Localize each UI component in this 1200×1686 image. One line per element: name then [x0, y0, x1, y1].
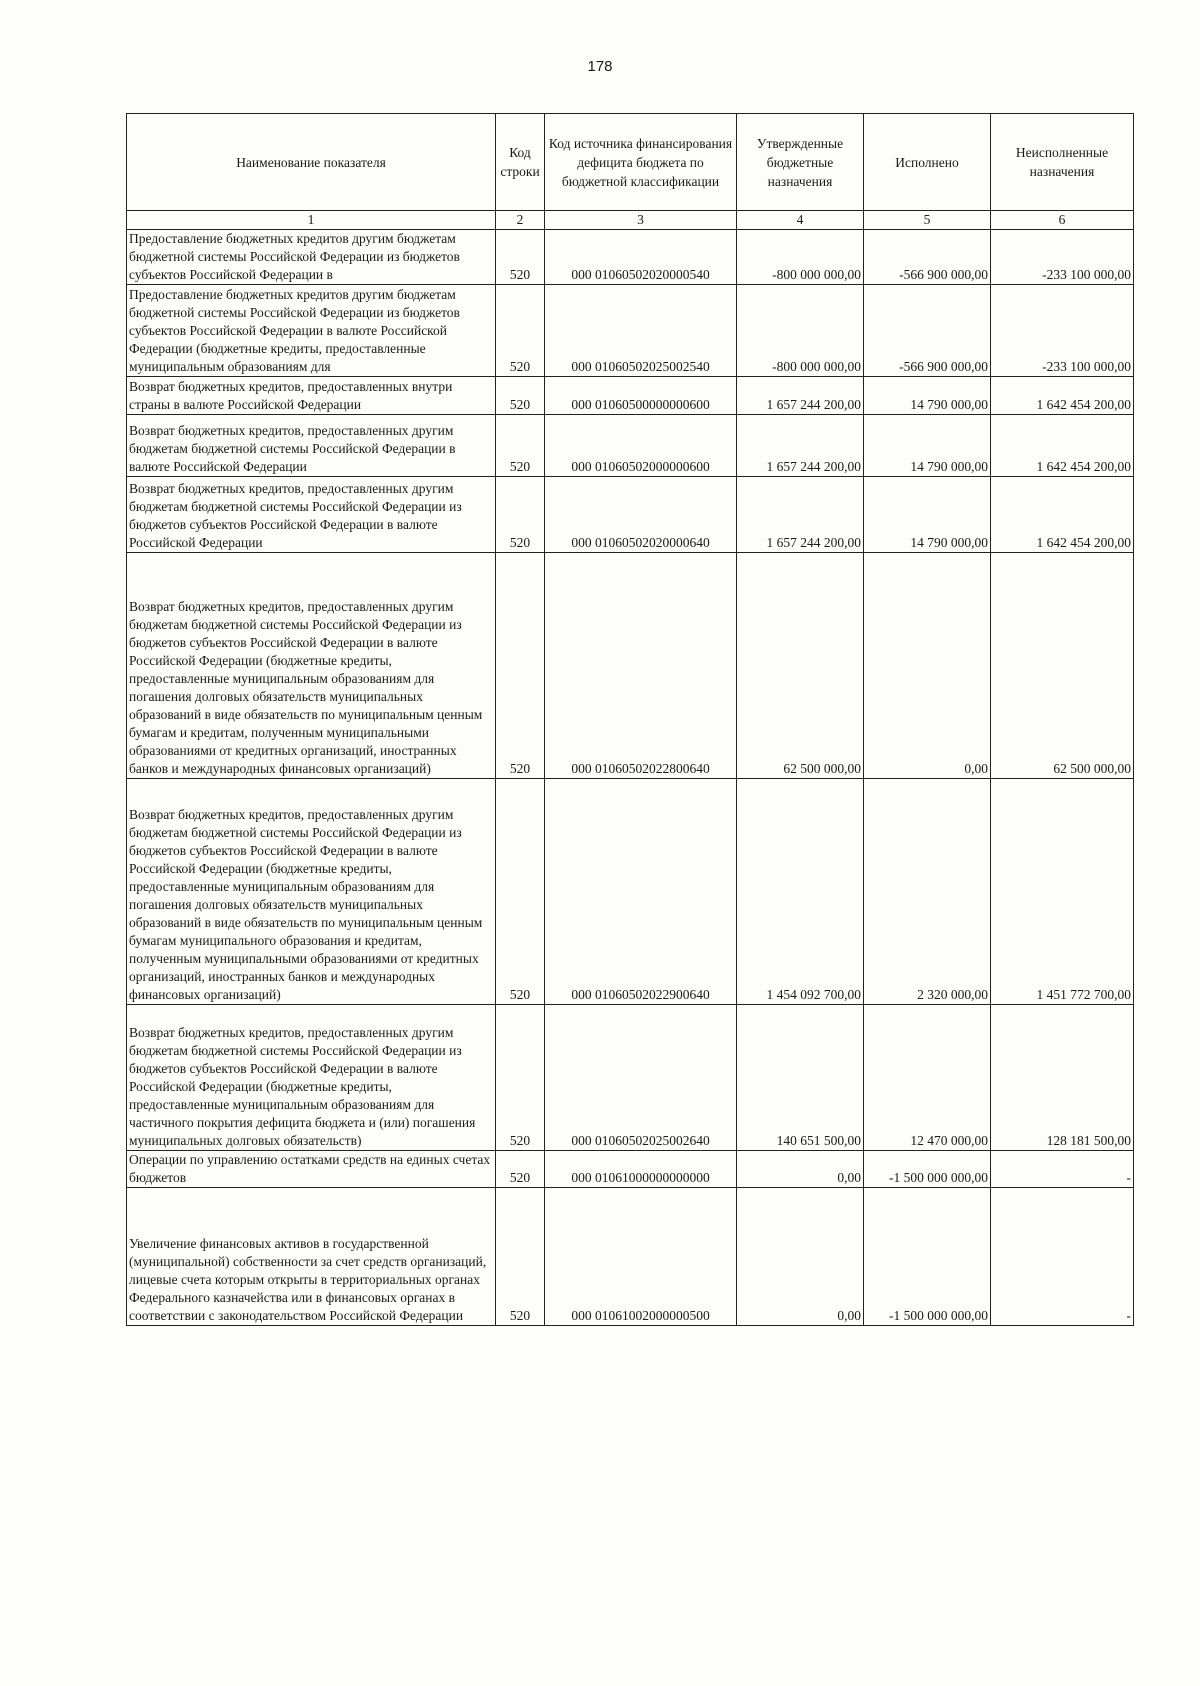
executed-amount: 2 320 000,00 [864, 779, 991, 1005]
indicator-name: Возврат бюджетных кредитов, предоставленных другим бюджетам бюджетной системы Российской Федерации из бюджетов субъектов Российской Федерации в валюте Российской Федерации (бюджетные кредиты, предоставленные муниципальным образованиям для погашения долговых обязательств муниципальных образований в виде обязательств по муниципальным ценным бумагам и кредитам, полученным муниципальными образованиями от кредитных организаций, иностранных банков и международных финансовых организаций) [127, 553, 496, 779]
line-code: 520 [496, 1005, 545, 1151]
table-row [127, 230, 1134, 285]
table-row [127, 1151, 1134, 1188]
column-number: 3 [545, 211, 737, 230]
executed-amount: 0,00 [864, 553, 991, 779]
approved-amount: 140 651 500,00 [737, 1005, 864, 1151]
indicator-name: Возврат бюджетных кредитов, предоставленных другим бюджетам бюджетной системы Российской Федерации из бюджетов субъектов Российской Федерации в валюте Российской Федерации (бюджетные кредиты, предоставленные муниципальным образованиям для частичного покрытия дефицита бюджета и (или) погашения муниципальных долговых обязательств) [127, 1005, 496, 1151]
executed-amount: 14 790 000,00 [864, 415, 991, 477]
table-row [127, 377, 1134, 415]
approved-amount: 1 657 244 200,00 [737, 477, 864, 553]
header-indicator-name: Наименование показателя [127, 114, 496, 211]
unexecuted-amount: 1 642 454 200,00 [991, 415, 1134, 477]
approved-amount: 1 454 092 700,00 [737, 779, 864, 1005]
source-code: 000 01060502022900640 [545, 779, 737, 1005]
table-row [127, 1188, 1134, 1326]
unexecuted-amount: 1 642 454 200,00 [991, 377, 1134, 415]
approved-amount: -800 000 000,00 [737, 230, 864, 285]
unexecuted-amount: -233 100 000,00 [991, 285, 1134, 377]
line-code: 520 [496, 377, 545, 415]
header-line-code: Код строки [496, 114, 545, 211]
executed-amount: -1 500 000 000,00 [864, 1188, 991, 1326]
header-unexecuted: Неисполненные назначения [991, 114, 1134, 211]
indicator-name: Предоставление бюджетных кредитов другим бюджетам бюджетной системы Российской Федерации из бюджетов субъектов Российской Федерации в [127, 230, 496, 285]
executed-amount: -566 900 000,00 [864, 285, 991, 377]
unexecuted-amount: 128 181 500,00 [991, 1005, 1134, 1151]
header-source-code: Код источника финансирования дефицита бюджета по бюджетной классификации [545, 114, 737, 211]
executed-amount: 12 470 000,00 [864, 1005, 991, 1151]
approved-amount: 1 657 244 200,00 [737, 377, 864, 415]
column-number: 4 [737, 211, 864, 230]
line-code: 520 [496, 415, 545, 477]
executed-amount: 14 790 000,00 [864, 477, 991, 553]
column-number: 6 [991, 211, 1134, 230]
approved-amount: 1 657 244 200,00 [737, 415, 864, 477]
header-row [127, 114, 1134, 211]
table-row [127, 477, 1134, 553]
approved-amount: 62 500 000,00 [737, 553, 864, 779]
line-code: 520 [496, 230, 545, 285]
unexecuted-amount: 1 451 772 700,00 [991, 779, 1134, 1005]
table-row [127, 285, 1134, 377]
budget-report-table [126, 113, 1134, 1326]
header-approved: Утвержденные бюджетные назначения [737, 114, 864, 211]
line-code: 520 [496, 477, 545, 553]
indicator-name: Возврат бюджетных кредитов, предоставленных другим бюджетам бюджетной системы Российской Федерации из бюджетов субъектов Российской Федерации в валюте Российской Федерации (бюджетные кредиты, предоставленные муниципальным образованиям для погашения долговых обязательств муниципальных образований в виде обязательств по муниципальным ценным бумагам муниципального образования и кредитам, полученным муниципальными образованиями от кредитных организаций, иностранных банков и международных финансовых организаций) [127, 779, 496, 1005]
source-code: 000 01060502022800640 [545, 553, 737, 779]
unexecuted-amount: -233 100 000,00 [991, 230, 1134, 285]
column-number: 5 [864, 211, 991, 230]
executed-amount: 14 790 000,00 [864, 377, 991, 415]
line-code: 520 [496, 285, 545, 377]
table-row [127, 779, 1134, 1005]
indicator-name: Возврат бюджетных кредитов, предоставленных внутри страны в валюте Российской Федерации [127, 377, 496, 415]
approved-amount: 0,00 [737, 1151, 864, 1188]
unexecuted-amount: 62 500 000,00 [991, 553, 1134, 779]
source-code: 000 01061002000000500 [545, 1188, 737, 1326]
source-code: 000 01061000000000000 [545, 1151, 737, 1188]
column-number: 2 [496, 211, 545, 230]
indicator-name: Увеличение финансовых активов в государственной (муниципальной) собственности за счет средств организаций, лицевые счета которым открыты в территориальных органах Федерального казначейства или в финансовых органах в соответствии с законодательством Российской Федерации [127, 1188, 496, 1326]
unexecuted-amount: - [991, 1188, 1134, 1326]
source-code: 000 01060502000000600 [545, 415, 737, 477]
column-number: 1 [127, 211, 496, 230]
line-code: 520 [496, 1188, 545, 1326]
source-code: 000 01060502020000540 [545, 230, 737, 285]
column-number-row [127, 211, 1134, 230]
line-code: 520 [496, 553, 545, 779]
source-code: 000 01060502020000640 [545, 477, 737, 553]
executed-amount: -1 500 000 000,00 [864, 1151, 991, 1188]
indicator-name: Возврат бюджетных кредитов, предоставленных другим бюджетам бюджетной системы Российской Федерации в валюте Российской Федерации [127, 415, 496, 477]
unexecuted-amount: - [991, 1151, 1134, 1188]
table-row [127, 553, 1134, 779]
page-number: 178 [587, 58, 613, 75]
indicator-name: Возврат бюджетных кредитов, предоставленных другим бюджетам бюджетной системы Российской Федерации из бюджетов субъектов Российской Федерации в валюте Российской Федерации [127, 477, 496, 553]
line-code: 520 [496, 779, 545, 1005]
line-code: 520 [496, 1151, 545, 1188]
source-code: 000 01060500000000600 [545, 377, 737, 415]
source-code: 000 01060502025002540 [545, 285, 737, 377]
table-row [127, 415, 1134, 477]
indicator-name: Операции по управлению остатками средств на единых счетах бюджетов [127, 1151, 496, 1188]
executed-amount: -566 900 000,00 [864, 230, 991, 285]
indicator-name: Предоставление бюджетных кредитов другим бюджетам бюджетной системы Российской Федерации из бюджетов субъектов Российской Федерации в валюте Российской Федерации (бюджетные кредиты, предоставленные муниципальным образованиям для [127, 285, 496, 377]
header-executed: Исполнено [864, 114, 991, 211]
unexecuted-amount: 1 642 454 200,00 [991, 477, 1134, 553]
source-code: 000 01060502025002640 [545, 1005, 737, 1151]
approved-amount: 0,00 [737, 1188, 864, 1326]
table-row [127, 1005, 1134, 1151]
approved-amount: -800 000 000,00 [737, 285, 864, 377]
